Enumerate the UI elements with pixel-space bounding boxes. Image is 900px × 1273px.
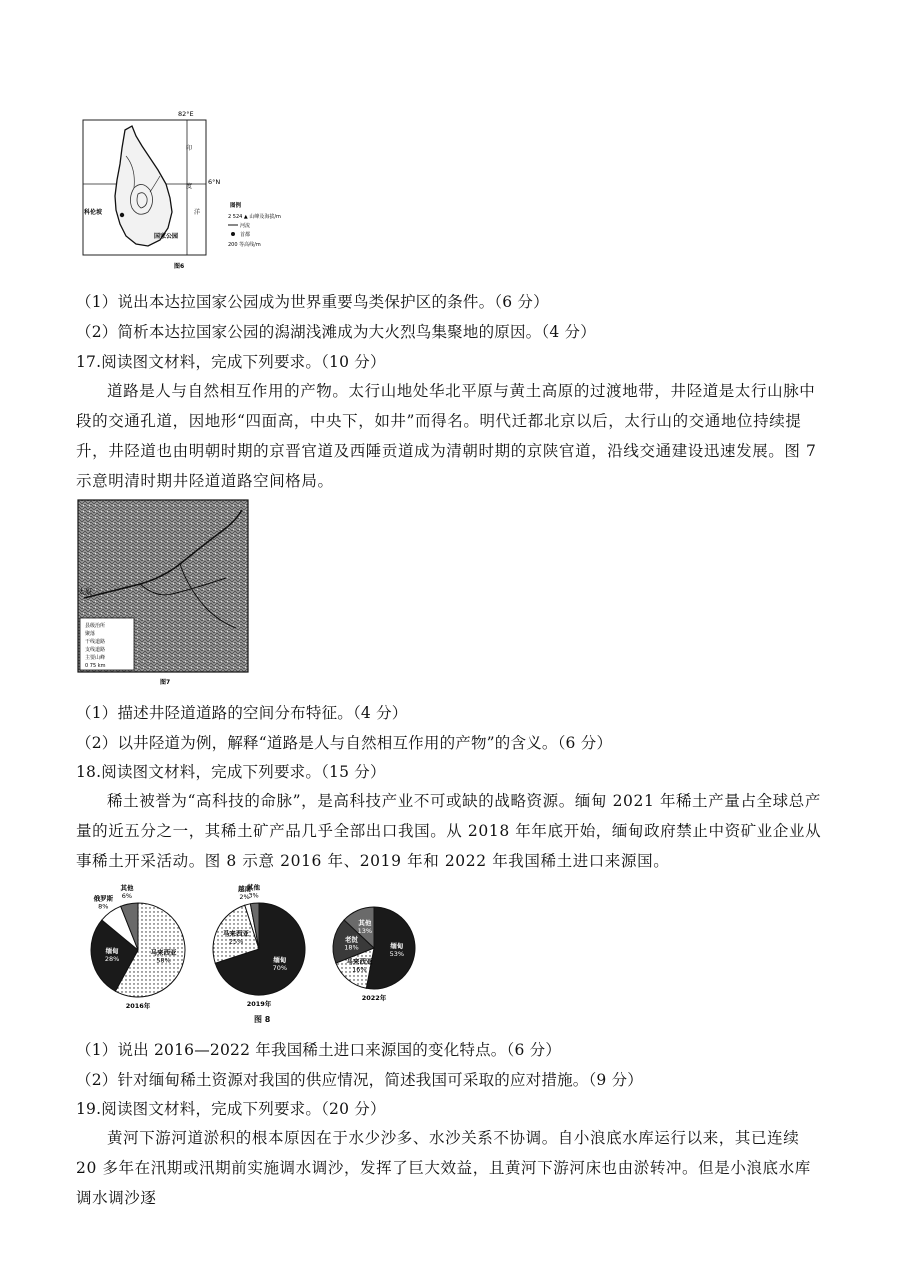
fig6-ocean-char-2: 度 (186, 183, 193, 190)
fig6-legend-peak: 2 524 ▲ 山峰及海拔/m (228, 214, 281, 220)
pie-1-slice-2-value: 2% (239, 892, 250, 901)
fig6-legend-river: 河流 (240, 223, 251, 229)
pie-0-slice-0-value: 58% (156, 956, 171, 965)
figure-6-map (70, 106, 290, 276)
q18-sub1: （1）说出 2016—2022 年我国稀土进口来源国的变化特点。（6 分） (76, 1041, 562, 1059)
fig6-city-label: 科伦坡 (84, 209, 103, 216)
fig6-ocean-char-3: 洋 (194, 209, 201, 216)
pie-2-slice-0-value: 53% (389, 950, 405, 959)
q18-paragraph: 稀土被誉为“高科技的命脉”，是高科技产业不可或缺的战略资源。缅甸 2021 年稀土产量占全球总产量的近五分之一，其稀土矿产品几乎全部出口我国。从 2018 年年底开始，缅甸政府禁止中资矿业企业从事稀土开采活动。图 8 示意 2016 年、2019 年和 2022 年我国稀土进口来源国。 (76, 792, 822, 870)
q18-heading: 18.阅读图文材料，完成下列要求。（15 分） (76, 763, 386, 781)
figure-8 (76, 878, 436, 1028)
q18-sub2: （2）针对缅甸稀土资源对我国的供应情况，简述我国可采取的应对措施。（9 分） (76, 1071, 644, 1089)
pie-0-title: 2016年 (125, 1002, 151, 1010)
fig7-left-label: 太原 (78, 588, 92, 596)
fig7-legend-peak: 主要山峰 (85, 655, 106, 661)
pie-1-slice-0-name: 缅甸 (273, 956, 287, 965)
pie-2-slice-2-value: 18% (344, 943, 359, 952)
fig7-caption: 图7 (160, 679, 171, 686)
fig7-legend-branch-road: 支线道路 (85, 647, 106, 653)
pie-1-title: 2019年 (246, 1000, 272, 1008)
fig7-legend-settlement: 聚落 (85, 631, 96, 637)
q16-sub1: （1）说出本达拉国家公园成为世界重要鸟类保护区的条件。（6 分） (76, 293, 549, 311)
pie-1-slice-2-name: 越南 (238, 884, 252, 893)
fig6-latitude-label: 6°N (208, 178, 221, 186)
pie-1-slice-0-value: 70% (272, 964, 288, 973)
pie-2-slice-3-name: 其他 (358, 918, 372, 927)
pie-1-slice-3-name: 其他 (247, 883, 261, 892)
pie-0-slice-3-value: 6% (121, 892, 133, 901)
pie-2-slice-0-name: 缅甸 (390, 942, 404, 951)
fig6-ocean-char-1: 印 (186, 145, 193, 152)
fig6-caption: 图6 (174, 263, 185, 270)
figure-7-map (76, 498, 252, 688)
fig7-legend-scale: 0 75 km (85, 663, 106, 669)
pie-0-slice-3-name: 其他 (120, 884, 134, 893)
figure-7 (76, 498, 252, 688)
fig7-legend-county: 县级治所 (85, 623, 106, 629)
q19-heading: 19.阅读图文材料，完成下列要求。（20 分） (76, 1100, 386, 1118)
fig6-legend-title: 图例 (230, 203, 242, 209)
figure-8-pie-charts (76, 878, 436, 1028)
q17-heading: 17.阅读图文材料，完成下列要求。（10 分） (76, 353, 386, 371)
fig8-caption: 图 8 (254, 1015, 271, 1024)
q17-sub1: （1）描述井陉道道路的空间分布特征。（4 分） (76, 704, 408, 722)
pie-2-slice-1-name: 马来西亚 (346, 957, 373, 966)
pie-2-slice-2-name: 老挝 (344, 935, 358, 944)
q17-paragraph: 道路是人与自然相互作用的产物。太行山地处华北平原与黄土高原的过渡地带，井陉道是太行山脉中段的交通孔道，因地形“四面高，中央下，如井”而得名。明代迁都北京以后，太行山的交通地位持续提升，井陉道也由明朝时期的京晋官道及西陲贡道成为清朝时期的京陕官道，沿线交通建设迅速发展。图 7 示意明清时期井陉道道路空间格局。 (76, 382, 817, 490)
fig6-legend-capital: 首都 (240, 232, 251, 238)
fig6-legend-contour: 200 等高线/m (228, 242, 261, 248)
pie-1-slice-3-value: 3% (248, 891, 259, 900)
figure-6 (70, 106, 290, 276)
q17-sub2: （2）以井陉道为例，解释“道路是人与自然相互作用的产物”的含义。（6 分） (76, 734, 613, 752)
fig7-legend-main-road: 干线道路 (85, 639, 106, 645)
pie-2-title: 2022年 (361, 994, 387, 1002)
q19-paragraph: 黄河下游河道淤积的根本原因在于水少沙多、水沙关系不协调。自小浪底水库运行以来，其已连续 20 多年在汛期或汛期前实施调水调沙，发挥了巨大效益，且黄河下游河床也由淤转冲。但是小浪底水库调水调沙逐 (76, 1129, 811, 1207)
pie-2-slice-1-value: 16% (352, 965, 367, 974)
fig6-park-label: 国家公园 (154, 233, 179, 240)
pie-1-slice-1-value: 25% (228, 937, 244, 946)
q16-sub2: （2）简析本达拉国家公园的潟湖浅滩成为大火烈鸟集聚地的原因。（4 分） (76, 323, 596, 341)
pie-0-slice-2-value: 8% (98, 902, 109, 911)
fig6-longitude-label: 82°E (178, 110, 194, 118)
pie-0-slice-2-name: 俄罗斯 (93, 894, 114, 903)
pie-0-slice-1-name: 缅甸 (105, 946, 119, 955)
pie-1-slice-1-name: 马来西亚 (223, 929, 250, 938)
pie-2-slice-3-value: 13% (357, 926, 373, 935)
pie-0-slice-0-name: 马来西亚 (150, 948, 177, 957)
pie-0-slice-1-value: 28% (104, 954, 120, 963)
